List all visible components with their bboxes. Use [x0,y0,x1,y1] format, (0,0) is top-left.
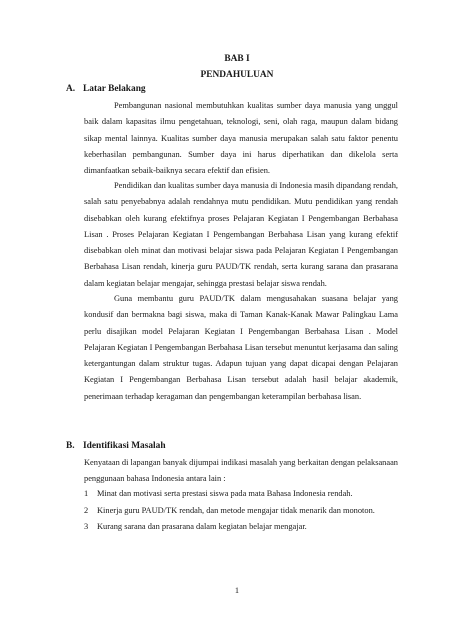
paragraph: Kenyataan di lapangan banyak dijumpai indikasi masalah yang berkaitan dengan pelaksanaan penggunaan bahasa Indonesia antara lain : [84,458,398,484]
list-item-text: Minat dan motivasi serta prestasi siswa pada mata Bahasa Indonesia rendah. [97,489,353,498]
paragraph: Pendidikan dan kualitas sumber daya manusia di Indonesia masih dipandang rendah, salah satu penyebabnya adalah rendahnya mutu pendidikan. Mutu pendidikan yang rendah disebabkan oleh kurang efektifnya proses Pelajaran Kegiatan I Pengembangan Berbahasa Lisan . Proses Pelajaran Kegiatan I Pengembangan Berbahasa Lisan yang kurang efektif disebabkan oleh minat dan motivasi belajar siswa pada Pelajaran Kegiatan I Pengembangan Berbahasa Lisan rendah, kinerja guru PAUD/TK rendah, serta kurang sarana dan prasarana dalam kegiatan belajar mengajar, sehingga prestasi belajar siswa rendah. [84,181,398,288]
section-number: A. [66,84,76,94]
list-item-number: 1 [84,489,89,498]
list-item [84,522,307,531]
chapter-title: PENDAHULUAN [200,70,274,80]
paragraph: Pembangunan nasional membutuhkan kualitas sumber daya manusia yang unggul baik dalam kapasitas ilmu pengetahuan, teknologi, seni, olah raga, maupun dalam bidang sikap mental lainnya. Kualitas sumber daya manusia merupakan salah satu faktor penentu keberhasilan pembangunan. Sumber daya ini harus diperhatikan dan dikelola serta dimanfaatkan sebaik-baiknya secara efektif dan efisien. [84,101,398,176]
list-item-number: 2 [84,506,89,515]
list-item [84,489,353,498]
list-item-number: 3 [84,522,89,531]
chapter-number: BAB I [224,54,250,64]
list-item-text: Kinerja guru PAUD/TK rendah, dan metode mengajar tidak menarik dan monoton. [97,506,375,515]
paragraph: Guna membantu guru PAUD/TK dalam mengusahakan suasana belajar yang kondusif dan bermakna bagi siswa, maka di Taman Kanak-Kanak Mawar Palingkau Lama perlu disajikan model Pelajaran Kegiatan I Pengembangan Berbahasa Lisan . Model Pelajaran Kegiatan I Pengembangan Berbahasa Lisan tersebut menuntut kerjasama dan saling ketergantungan dalam struktur tugas. Adapun tujuan yang dapat dicapai dengan Pelajaran Kegiatan I Pengembangan Berbahasa Lisan tersebut adalah hasil belajar akademik, penerimaan terhadap keragaman dan pengembangan keterampilan berbahasa lisan. [84,294,398,401]
section-heading-b [66,441,166,451]
list-item-text: Kurang sarana dan prasarana dalam kegiatan belajar mengajar. [97,522,307,531]
section-heading-a [66,84,146,94]
section-number: B. [66,441,75,451]
page-number: 1 [234,586,240,595]
list-item [84,506,375,515]
section-title: Identifikasi Masalah [83,441,166,451]
section-title: Latar Belakang [83,84,146,94]
